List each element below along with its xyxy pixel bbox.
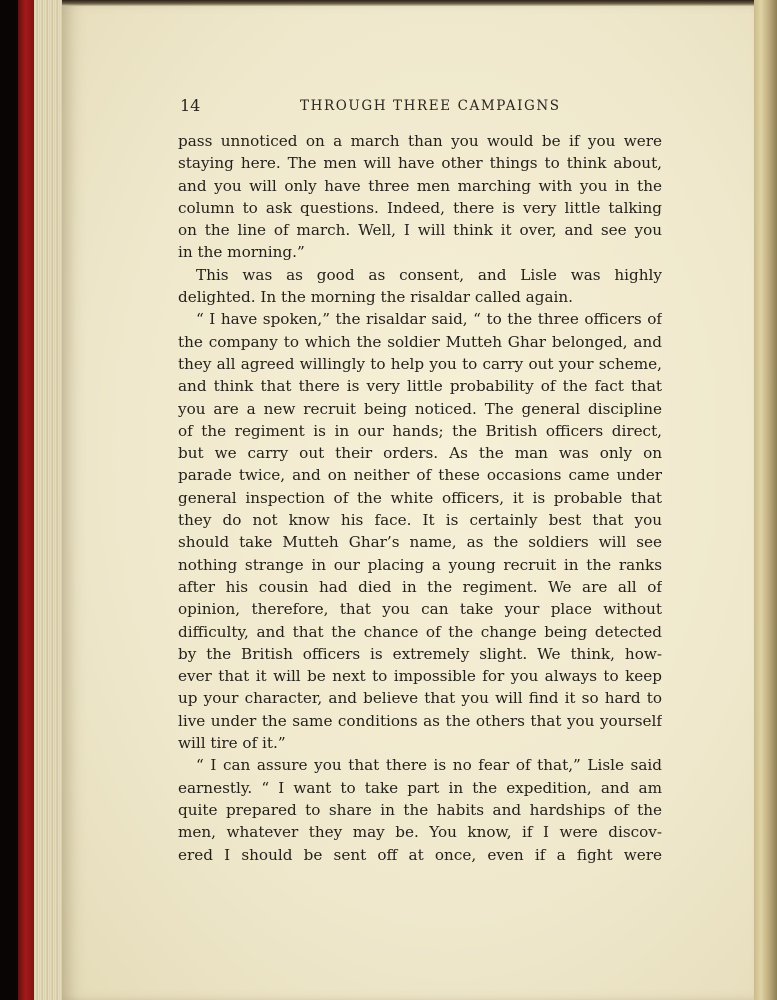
text-line: “ I have spoken,” the risaldar said, “ to the three officers of: [196, 310, 662, 329]
text-line: on the line of march. Well, I will think it over, and see you: [178, 221, 662, 240]
text-line: of the regiment is in our hands; the British officers direct,: [178, 421, 662, 440]
text-line: up your character, and believe that you will find it so hard to: [178, 689, 662, 708]
text-line: earnestly. “ I want to take part in the expedition, and am: [178, 778, 662, 797]
text-line: parade twice, and on neither of these occasions came under: [178, 466, 662, 485]
text-line: delighted. In the morning the risaldar called again.: [178, 288, 573, 307]
text-line: opinion, therefore, that you can take your place without: [178, 600, 662, 619]
text-line: “ I can assure you that there is no fear of that,” Lisle said: [196, 756, 662, 775]
text-line: ever that it will be next to impossible for you always to keep: [178, 667, 662, 686]
text-line: men, whatever they may be. You know, if I were discov-: [178, 823, 662, 842]
text-line: nothing strange in our placing a young recruit in the ranks: [178, 555, 662, 574]
text-line: This was as good as consent, and Lisle was highly: [196, 265, 662, 284]
page-top-edge: [62, 0, 762, 6]
text-line: you are a new recruit being noticed. The general discipline: [178, 399, 662, 418]
text-line: ered I should be sent off at once, even if a fight were: [178, 845, 662, 864]
text-line: pass unnoticed on a march than you would be if you were: [178, 132, 662, 150]
body-text: [178, 130, 662, 866]
text-line: and you will only have three men marching with you in the: [178, 176, 662, 195]
page-number: 14: [180, 96, 201, 115]
text-line: live under the same conditions as the others that you yourself: [178, 711, 662, 730]
text-line: by the British officers is extremely slight. We think, how-: [178, 644, 662, 663]
text-line: and think that there is very little probability of the fact that: [178, 377, 662, 396]
text-line: will tire of it.”: [178, 734, 286, 753]
text-line: they all agreed willingly to help you to carry out your scheme,: [178, 354, 662, 373]
text-line: column to ask questions. Indeed, there is very little talking: [178, 198, 662, 217]
page-right-edge: [754, 0, 777, 1000]
spine-shadow: [0, 0, 18, 1000]
text-line: difficulty, and that the chance of the change being detected: [178, 622, 662, 641]
text-line: after his cousin had died in the regiment. We are all of: [178, 577, 662, 596]
running-title: THROUGH THREE CAMPAIGNS: [300, 98, 561, 114]
text-line: the company to which the soldier Mutteh Ghar belonged, and: [178, 332, 662, 351]
text-line: quite prepared to share in the habits and hardships of the: [178, 800, 662, 819]
page-header: [180, 96, 660, 118]
text-line: staying here. The men will have other things to think about,: [178, 154, 662, 173]
text-line: they do not know his face. It is certainly best that you: [178, 511, 662, 530]
text-line: in the morning.”: [178, 243, 305, 262]
text-line: general inspection of the white officers, it is probable that: [178, 488, 662, 507]
text-line: should take Mutteh Ghar’s name, as the soldiers will see: [178, 533, 662, 552]
text-line: but we carry out their orders. As the man was only on: [178, 444, 662, 463]
